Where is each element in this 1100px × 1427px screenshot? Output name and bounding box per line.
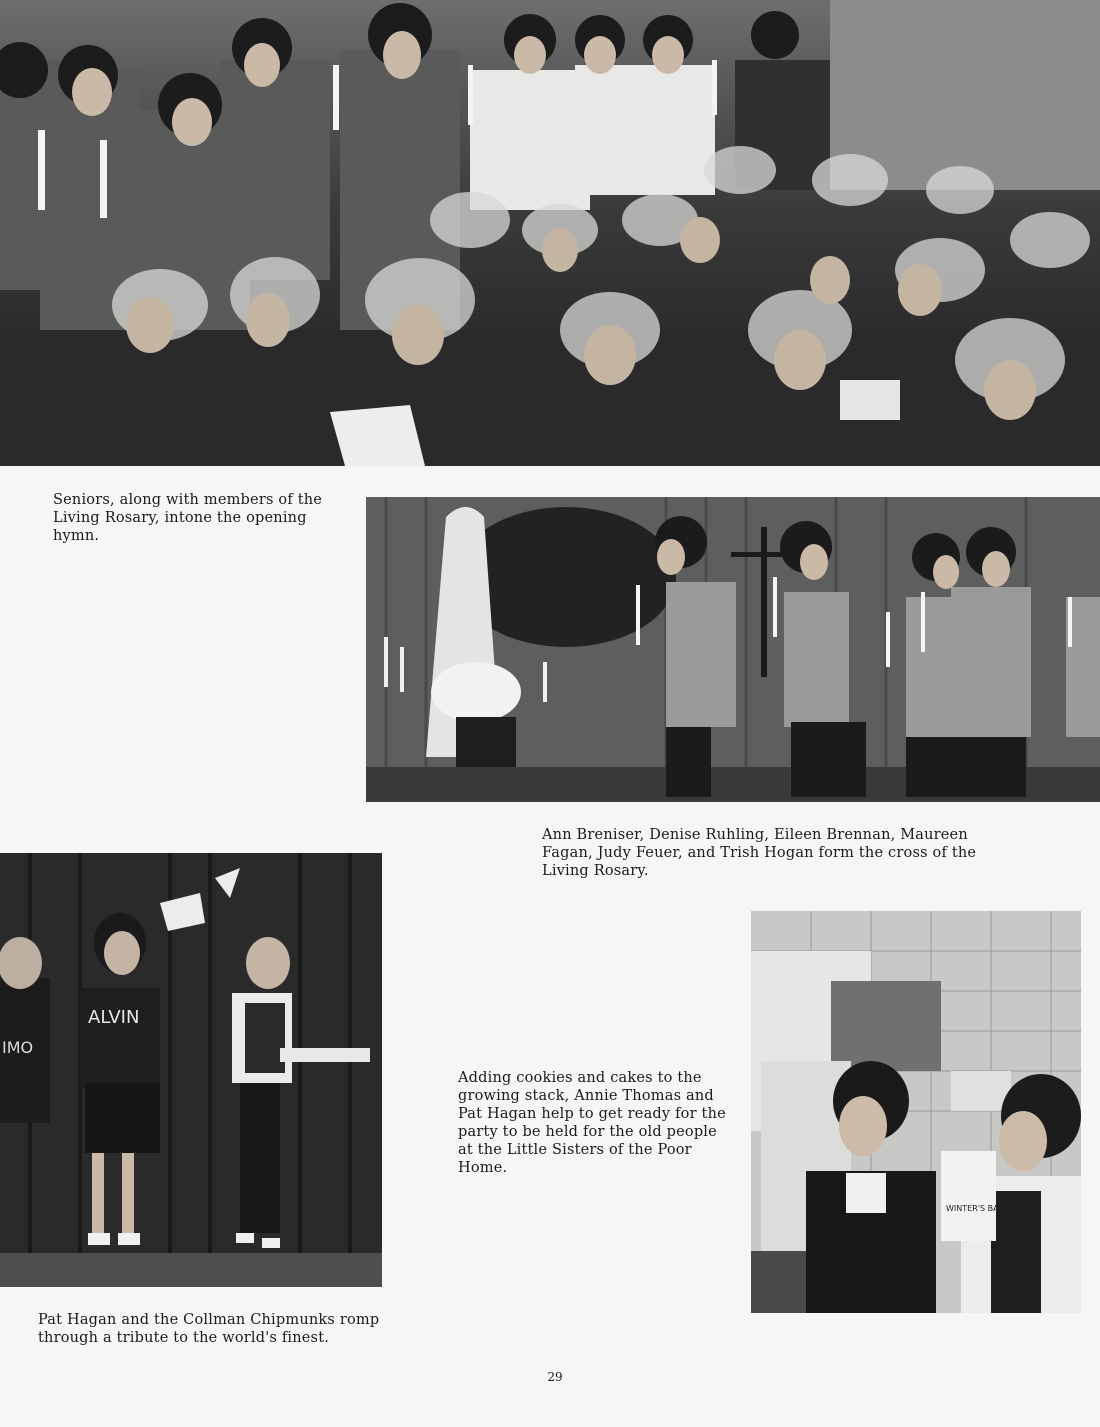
cookies-photo: [751, 911, 1081, 1313]
choir-caption: Seniors, along with members of the Living Rosary, intone the opening hymn.: [53, 492, 323, 544]
cookies-caption: Adding cookies and cakes to the growing stack, Annie Thomas and Pat Hagan help to get ready for the party to be held for the old people at the Little Sisters of the Poor Home.: [458, 1070, 726, 1176]
cookies-photo-image: [751, 911, 1081, 1313]
bakery-box-text: WINTER'S BAKERY: [946, 1204, 1019, 1213]
choir-photo: [0, 0, 1100, 466]
living-rosary-photo-image: [366, 497, 1100, 802]
living-rosary-caption: Ann Breniser, Denise Ruhling, Eileen Brennan, Maureen Fagan, Judy Feuer, and Trish Hogan form the cross of the Living Rosary.: [542, 827, 977, 879]
alvin-shirt-text: ALVIN: [88, 1007, 140, 1028]
living-rosary-photo: [366, 497, 1100, 802]
side-shirt-text: IMO: [2, 1038, 34, 1057]
chipmunks-caption: Pat Hagan and the Collman Chipmunks romp through a tribute to the world's finest.: [38, 1312, 380, 1346]
chipmunks-photo-image: [0, 853, 382, 1287]
choir-photo-image: [0, 0, 1100, 466]
chipmunks-photo: [0, 853, 382, 1287]
page-number: 29: [547, 1370, 563, 1384]
